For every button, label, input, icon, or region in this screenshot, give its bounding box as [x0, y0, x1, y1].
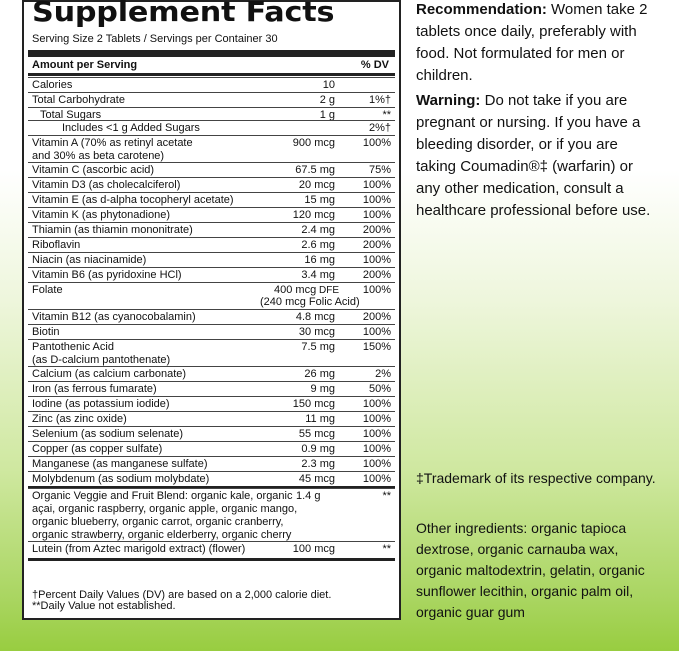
nutrient-dv: 100%	[362, 137, 391, 149]
nutrient-dv: 75%	[368, 164, 391, 176]
nutrient-name: Thiamin (as thiamin mononitrate)	[32, 224, 193, 236]
nutrient-name: Iron (as ferrous fumarate)	[32, 383, 157, 395]
nutrient-dv: 200%	[362, 269, 391, 281]
table-row	[28, 471, 395, 486]
nutrient-name: Vitamin D3 (as cholecalciferol)	[32, 179, 181, 191]
nutrient-amount: 26 mg	[304, 368, 335, 380]
nutrient-name: Calories	[32, 79, 73, 91]
nutrient-dv: 100%	[362, 254, 391, 266]
header-dv: % DV	[360, 59, 389, 71]
nutrient-name: Vitamin E (as d-alpha tocopheryl acetate)	[32, 194, 234, 206]
nutrient-amount: 20 mcg	[298, 179, 335, 191]
table-header	[32, 59, 391, 73]
nutrient-name: Molybdenum (as sodium molybdate)	[32, 473, 210, 485]
nutrient-dv: 100%	[362, 179, 391, 191]
table-row	[28, 107, 395, 120]
nutrient-amount-detail: (240 mcg Folic Acid)	[260, 296, 360, 308]
nutrient-dv: 200%	[362, 311, 391, 323]
nutrient-dv: 50%	[368, 383, 391, 395]
table-row	[28, 366, 395, 381]
nutrient-dv: 100%	[362, 473, 391, 485]
nutrient-amount: 100 mcg	[292, 543, 335, 555]
nutrient-amount: 10	[322, 79, 335, 91]
table-row	[28, 177, 395, 192]
table-row	[28, 222, 395, 237]
nutrient-amount: 900 mcg	[292, 137, 335, 149]
nutrient-dv: 100%	[362, 428, 391, 440]
nutrient-amount: 0.9 mg	[301, 443, 335, 455]
header-divider	[28, 73, 395, 76]
nutrient-name: Zinc (as zinc oxide)	[32, 413, 127, 425]
recommendation-block	[416, 0, 656, 87]
serving-info: Serving Size 2 Tablets / Servings per Container 30	[32, 33, 278, 45]
table-row	[28, 488, 395, 541]
table-row	[28, 309, 395, 324]
nutrient-dv: 100%	[362, 209, 391, 221]
panel-title: Supplement Facts	[32, 0, 335, 28]
nutrient-dv: **	[382, 490, 391, 502]
nutrient-amount: 4.8 mcg	[295, 311, 335, 323]
nutrient-name: Niacin (as niacinamide)	[32, 254, 147, 266]
header-amount: Amount per Serving	[32, 59, 138, 71]
nutrient-dv: 150%	[362, 341, 391, 353]
nutrient-amount: 1.4 g	[296, 490, 321, 502]
table-row	[28, 324, 395, 339]
footnote: †Percent Daily Values (DV) are based on a 2,000 calorie diet. **Daily Value not established.	[32, 589, 332, 612]
other-ingredients: Other ingredients: organic tapioca dextrose, organic carnauba wax, organic maltodextrin, gelatin, organic sunflower lecithin, organic palm oil, organic guar gum	[416, 520, 645, 620]
nutrient-amount: 400 mcg DFE	[274, 284, 339, 296]
nutrient-amount: 30 mcg	[298, 326, 335, 338]
nutrient-name: Organic Veggie and Fruit Blend: organic kale, organic açai, organic raspberry, organic apple, organic mango, organic blueberry, organic carrot, organic cranberry, organic strawberry, organic elderberry, organic cherry	[32, 490, 298, 541]
nutrient-name: Biotin	[32, 326, 60, 338]
nutrient-amount: 9 mg	[310, 383, 335, 395]
nutrient-name: Includes <1 g Added Sugars	[62, 122, 200, 134]
nutrient-dv: 100%	[362, 458, 391, 470]
table-row	[28, 120, 395, 135]
nutrient-amount: 2.3 mg	[301, 458, 335, 470]
nutrient-dv: 2%†	[368, 122, 391, 134]
table-row	[28, 381, 395, 396]
nutrient-dv: **	[382, 543, 391, 555]
table-row	[28, 252, 395, 267]
recommendation-label: Recommendation:	[416, 1, 547, 18]
table-row	[28, 339, 395, 366]
nutrient-amount: 150 mcg	[292, 398, 335, 410]
table-row	[28, 237, 395, 252]
nutrient-table	[28, 77, 395, 561]
recommendation-text: Women take 2 tablets once daily, preferably with food. Not formulated for men or children.	[416, 1, 648, 84]
warning-label: Warning:	[416, 92, 481, 109]
nutrient-name: Copper (as copper sulfate)	[32, 443, 163, 455]
nutrient-amount: 55 mcg	[298, 428, 335, 440]
nutrient-amount: 67.5 mg	[295, 164, 335, 176]
nutrient-name: Pantothenic Acid (as D-calcium pantothenate)	[32, 341, 171, 366]
nutrient-amount: 3.4 mg	[301, 269, 335, 281]
warning-block	[416, 90, 656, 222]
amount-unit: DFE	[316, 285, 339, 296]
table-row	[28, 162, 395, 177]
nutrient-amount: 2 g	[319, 94, 335, 106]
thick-divider	[28, 50, 395, 57]
nutrient-name: Total Carbohydrate	[32, 94, 125, 106]
nutrient-name: Riboflavin	[32, 239, 81, 251]
trademark-note: ‡Trademark of its respective company.	[416, 470, 656, 486]
table-row	[28, 267, 395, 282]
table-row	[28, 192, 395, 207]
nutrient-name: Vitamin B12 (as cyanocobalamin)	[32, 311, 196, 323]
nutrient-dv: **	[382, 109, 391, 121]
nutrient-amount: 7.5 mg	[301, 341, 335, 353]
nutrient-dv: 1%†	[368, 94, 391, 106]
table-row	[28, 441, 395, 456]
table-row	[28, 541, 395, 558]
nutrient-amount: 2.6 mg	[301, 239, 335, 251]
table-row	[28, 426, 395, 441]
nutrient-name: Total Sugars	[40, 109, 102, 121]
table-row	[28, 135, 395, 162]
nutrient-dv: 2%	[375, 368, 391, 380]
nutrient-name: Vitamin B6 (as pyridoxine HCl)	[32, 269, 182, 281]
warning-text: Do not take if you are pregnant or nursing. If you have a bleeding disorder, or if you are taking Coumadin®‡ (warfarin) or any other medication, consult a healthcare professional before use.	[416, 92, 651, 219]
bottom-divider	[28, 558, 395, 561]
nutrient-amount: 45 mcg	[298, 473, 335, 485]
nutrient-amount: 16 mg	[304, 254, 335, 266]
table-row	[28, 282, 395, 309]
nutrient-amount: 11 mg	[305, 413, 335, 425]
nutrient-amount: 2.4 mg	[301, 224, 335, 236]
nutrient-name: Vitamin A (70% as retinyl acetate and 30% as beta carotene)	[32, 137, 193, 162]
table-row	[28, 411, 395, 426]
table-row	[28, 456, 395, 471]
nutrient-dv: 100%	[362, 413, 391, 425]
table-row	[28, 396, 395, 411]
supplement-facts-panel	[22, 0, 401, 620]
nutrient-name: Selenium (as sodium selenate)	[32, 428, 184, 440]
nutrient-dv: 100%	[362, 284, 391, 296]
nutrient-dv: 100%	[362, 326, 391, 338]
table-row	[28, 77, 395, 92]
table-row	[28, 207, 395, 222]
nutrient-amount: 120 mcg	[292, 209, 335, 221]
nutrient-name: Lutein (from Aztec marigold extract) (flower)	[32, 543, 246, 555]
nutrient-dv: 200%	[362, 239, 391, 251]
nutrient-name: Folate	[32, 284, 63, 296]
nutrient-name: Vitamin C (ascorbic acid)	[32, 164, 155, 176]
nutrient-dv: 100%	[362, 194, 391, 206]
nutrient-amount: 15 mg	[304, 194, 335, 206]
nutrient-dv: 100%	[362, 398, 391, 410]
nutrient-name: Vitamin K (as phytonadione)	[32, 209, 170, 221]
nutrient-name: Manganese (as manganese sulfate)	[32, 458, 208, 470]
nutrient-amount: 1 g	[319, 109, 335, 121]
nutrient-dv: 200%	[362, 224, 391, 236]
nutrient-name: Calcium (as calcium carbonate)	[32, 368, 187, 380]
nutrient-dv: 100%	[362, 443, 391, 455]
table-row	[28, 92, 395, 107]
nutrient-name: Iodine (as potassium iodide)	[32, 398, 170, 410]
